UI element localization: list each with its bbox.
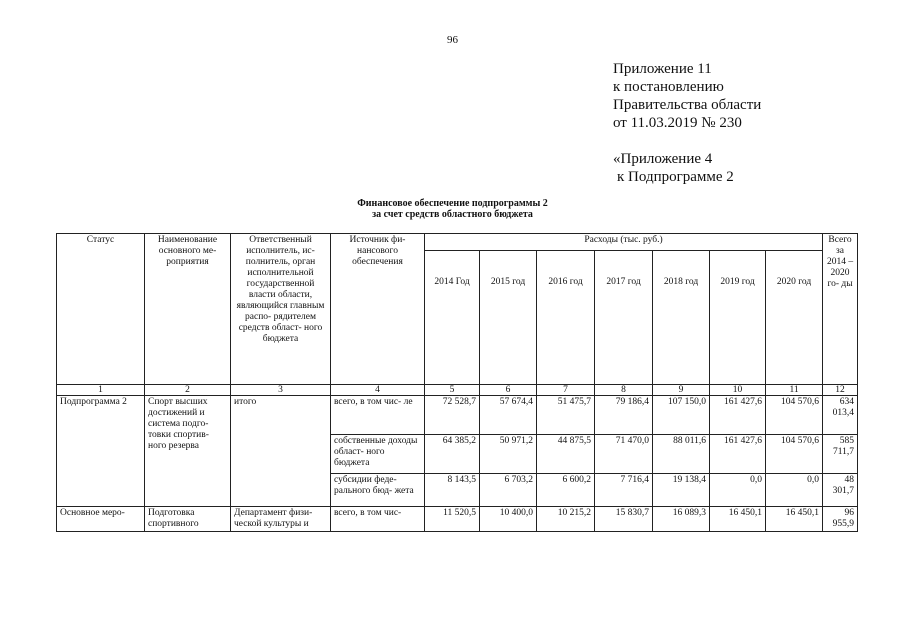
appendix-block: [613, 60, 761, 132]
executor-cell: Департамент физи- ческой культуры и: [231, 507, 331, 532]
table-row: [57, 396, 858, 435]
value-cell: 104 570,6: [766, 435, 823, 474]
column-number: 9: [653, 385, 710, 396]
appendix-line: Правительства области: [613, 97, 762, 113]
value-cell: 16 450,1: [766, 507, 823, 532]
title-line-2: за счет средств областного бюджета: [372, 209, 533, 220]
header-name: Наименование основного ме- роприятия: [145, 234, 231, 385]
header-expenses: Расходы (тыс. руб.): [425, 234, 823, 251]
appendix-ref-line: «Приложение 4: [613, 151, 713, 167]
total-cell: 96 955,9: [823, 507, 858, 532]
value-cell: 44 875,5: [537, 435, 595, 474]
column-number-row: [57, 385, 858, 396]
value-cell: 50 971,2: [480, 435, 537, 474]
total-cell: 585 711,7: [823, 435, 858, 474]
appendix-line: от 11.03.2019 № 230: [613, 115, 742, 131]
header-source: Источник фи- нансового обеспечения: [331, 234, 425, 385]
column-number: 12: [823, 385, 858, 396]
source-cell: собственные доходы област- ного бюджета: [331, 435, 425, 474]
value-cell: 10 215,2: [537, 507, 595, 532]
status-cell: Подпрограмма 2: [57, 396, 145, 507]
source-cell: субсидии феде- рального бюд- жета: [331, 474, 425, 507]
value-cell: 6 600,2: [537, 474, 595, 507]
column-number: 5: [425, 385, 480, 396]
header-row: [57, 234, 858, 251]
value-cell: 88 011,6: [653, 435, 710, 474]
column-number: 10: [710, 385, 766, 396]
name-cell: Подготовка спортивного: [145, 507, 231, 532]
header-total: Всего за 2014 – 2020 го- ды: [823, 234, 858, 385]
value-cell: 79 186,4: [595, 396, 653, 435]
value-cell: 51 475,7: [537, 396, 595, 435]
table-row: [57, 507, 858, 532]
header-year: 2014 Год: [425, 251, 480, 385]
header-year: 2016 год: [537, 251, 595, 385]
page-number: 96: [447, 34, 458, 46]
value-cell: 8 143,5: [425, 474, 480, 507]
value-cell: 161 427,6: [710, 396, 766, 435]
column-number: 8: [595, 385, 653, 396]
value-cell: 72 528,7: [425, 396, 480, 435]
header-status: Статус: [57, 234, 145, 385]
value-cell: 0,0: [710, 474, 766, 507]
financing-table: [56, 233, 858, 532]
column-number: 2: [145, 385, 231, 396]
status-cell: Основное меро-: [57, 507, 145, 532]
value-cell: 161 427,6: [710, 435, 766, 474]
name-cell: Спорт высших достижений и система подго- товки спортив- ного резерва: [145, 396, 231, 507]
value-cell: 10 400,0: [480, 507, 537, 532]
column-number: 4: [331, 385, 425, 396]
value-cell: 0,0: [766, 474, 823, 507]
document-title: [0, 198, 905, 220]
value-cell: 15 830,7: [595, 507, 653, 532]
column-number: 3: [231, 385, 331, 396]
value-cell: 19 138,4: [653, 474, 710, 507]
column-number: 6: [480, 385, 537, 396]
appendix-line: к постановлению: [613, 79, 724, 95]
value-cell: 57 674,4: [480, 396, 537, 435]
value-cell: 11 520,5: [425, 507, 480, 532]
header-year: 2017 год: [595, 251, 653, 385]
appendix-ref-block: [613, 150, 734, 186]
header-year: 2020 год: [766, 251, 823, 385]
header-executor: Ответственный исполнитель, ис- полнитель, орган исполнительной государственной власти области, являющийся главным распо- рядителем средств област- ного бюджета: [231, 234, 331, 385]
column-number: 11: [766, 385, 823, 396]
header-year: 2019 год: [710, 251, 766, 385]
source-cell: всего, в том чис-: [331, 507, 425, 532]
value-cell: 107 150,0: [653, 396, 710, 435]
total-cell: 634 013,4: [823, 396, 858, 435]
column-number: 1: [57, 385, 145, 396]
value-cell: 64 385,2: [425, 435, 480, 474]
source-cell: всего, в том чис- ле: [331, 396, 425, 435]
value-cell: 7 716,4: [595, 474, 653, 507]
header-year: 2018 год: [653, 251, 710, 385]
value-cell: 6 703,2: [480, 474, 537, 507]
title-line-1: Финансовое обеспечение подпрограммы 2: [357, 198, 548, 209]
total-cell: 48 301,7: [823, 474, 858, 507]
column-number: 7: [537, 385, 595, 396]
value-cell: 104 570,6: [766, 396, 823, 435]
header-year: 2015 год: [480, 251, 537, 385]
executor-cell: итого: [231, 396, 331, 507]
value-cell: 16 450,1: [710, 507, 766, 532]
appendix-line: Приложение 11: [613, 61, 712, 77]
value-cell: 16 089,3: [653, 507, 710, 532]
value-cell: 71 470,0: [595, 435, 653, 474]
appendix-ref-line: к Подпрограмме 2: [617, 169, 734, 185]
